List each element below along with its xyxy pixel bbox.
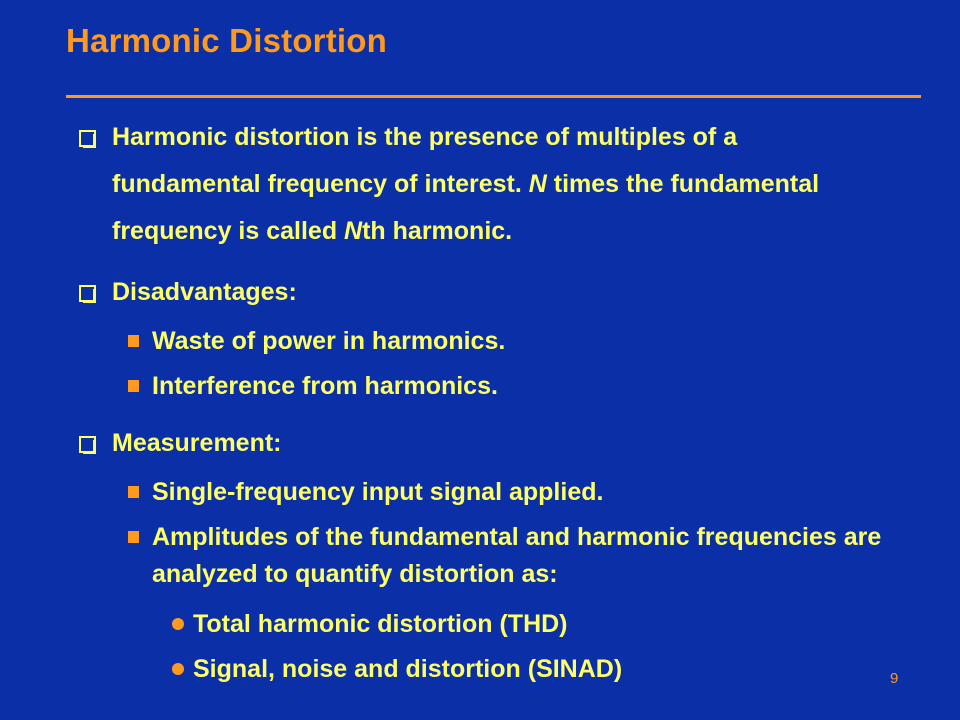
sub-bullet-waste-of-power (128, 326, 892, 360)
bullet-text: Disadvantages: (112, 278, 297, 306)
sub-sub-bullet-text: Total harmonic distortion (THD) (193, 610, 568, 638)
sub-bullet-text: Waste of power in harmonics. (152, 327, 506, 355)
square-bullet-icon (128, 531, 139, 543)
square-bullet-icon (128, 380, 139, 392)
bullet-text-part: th harmonic. (362, 217, 513, 245)
sub-sub-bullet-text: Signal, noise and distortion (SINAD) (193, 655, 623, 683)
sub-bullet-text: Single-frequency input signal applied. (152, 478, 604, 506)
bullet-text: Measurement: (112, 429, 282, 457)
sub-bullet-interference (128, 371, 892, 405)
title-underline (66, 95, 921, 98)
bullet-harmonic-definition (78, 122, 892, 255)
bullet-text-italic-n: N (528, 170, 547, 198)
square-bullet-icon (128, 486, 139, 498)
square-bullet-icon (128, 335, 139, 347)
bullet-text-part: times the fundamental frequency is called (112, 170, 820, 245)
bullet-measurement (78, 428, 892, 467)
sub-sub-bullet-thd (172, 607, 568, 641)
bullet-disadvantages (78, 277, 892, 316)
checkbox-square-icon (78, 285, 96, 304)
sub-bullet-amplitudes (128, 522, 892, 593)
bullet-text-part: Harmonic distortion is the presence of multiples of a fundamental frequency of interest. (112, 123, 738, 198)
page-number: 9 (890, 670, 899, 687)
bullet-text-italic-n: N (344, 217, 363, 245)
sub-bullet-text: Interference from harmonics. (152, 372, 498, 400)
slide-title: Harmonic Distortion (66, 22, 387, 59)
checkbox-square-icon (78, 130, 96, 149)
round-bullet-icon (172, 618, 184, 630)
sub-sub-bullet-sinad (172, 652, 622, 686)
checkbox-square-icon (78, 436, 96, 455)
sub-bullet-single-frequency (128, 477, 892, 511)
sub-bullet-text: Amplitudes of the fundamental and harmonic frequencies are analyzed to quantify distortion as: (152, 523, 882, 588)
round-bullet-icon (172, 663, 184, 675)
bullet-text (112, 114, 892, 255)
